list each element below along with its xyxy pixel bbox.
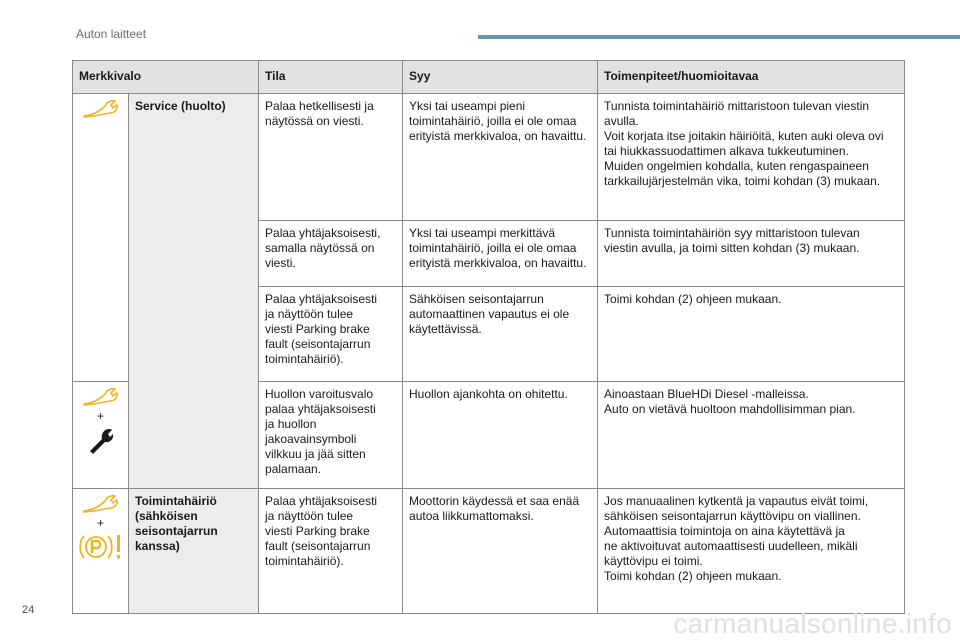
plus-sign: + [96, 409, 104, 423]
service-wrench-outline-icon [81, 387, 121, 407]
wrench-solid-icon [86, 425, 116, 455]
indicator-name-service: Service (huolto) [129, 94, 259, 489]
indicator-name-parking-brake: Toimintahäiriö (sähköisen seisontajarrun kanssa) [129, 489, 259, 614]
cell-syy: Yksi tai useampi merkittävä toimintahäiriö, joilla ei ole omaa erityistä merkkivaloa, on havaittu. [403, 221, 598, 287]
plus-sign: + [96, 516, 104, 530]
cell-syy: Yksi tai useampi pieni toimintahäiriö, joilla ei ole omaa erityistä merkkivaloa, on havaittu. [403, 94, 598, 221]
cell-tila: Palaa yhtäjaksoisesti, samalla näytössä on viesti. [259, 221, 403, 287]
watermark: carmanualsonline.info [673, 608, 952, 639]
indicator-cell-service [73, 94, 129, 382]
cell-toimenpiteet: Tunnista toimintahäiriön syy mittaristoon tulevan viestin avulla, ja toimi sitten kohdan (3) mukaan. [598, 221, 905, 287]
column-header-syy: Syy [403, 61, 598, 94]
column-header-merkkivalo: Merkkivalo [73, 61, 259, 94]
table-row [73, 94, 905, 221]
cell-toimenpiteet: Jos manuaalinen kytkentä ja vapautus eivät toimi, sähköisen seisontajarrun käyttövipu on viallinen. Automaattisia toimintoja on aina käytettävä ja ne aktivoituvat automaattisesti uudelleen, mikäli käyttövipu ei toimi. Toimi kohdan (2) ohjeen mukaan. [598, 489, 905, 614]
warning-lights-table [72, 60, 905, 614]
column-header-tila: Tila [259, 61, 403, 94]
service-wrench-outline-icon [81, 494, 121, 514]
cell-tila: Palaa hetkellisesti ja näytössä on viesti. [259, 94, 403, 221]
indicator-cell-parking-brake [73, 489, 129, 614]
parking-brake-fault-icon [78, 532, 124, 562]
cell-toimenpiteet: Tunnista toimintahäiriö mittaristoon tulevan viestin avulla. Voit korjata itse joitakin häiriöitä, kuten auki oleva ovi tai hiukkassuodattimen alkava tukkeutuminen. Muiden ongelmien kohdalla, kuten rengaspaineen tarkkailujärjestelmän vika, toimi kohdan (3) mukaan. [598, 94, 905, 221]
section-title: Auton laitteet [76, 27, 147, 41]
cell-syy: Huollon ajankohta on ohitettu. [403, 382, 598, 489]
column-header-toimenpiteet: Toimenpiteet/huomioitavaa [598, 61, 905, 94]
cell-toimenpiteet: Toimi kohdan (2) ohjeen mukaan. [598, 287, 905, 382]
table-row [73, 489, 905, 614]
cell-syy: Sähköisen seisontajarrun automaattinen vapautus ei ole käytettävissä. [403, 287, 598, 382]
cell-syy: Moottorin käydessä et saa enää autoa liikkumattomaksi. [403, 489, 598, 614]
indicator-cell-service-wrench [73, 382, 129, 489]
cell-toimenpiteet: Ainoastaan BlueHDi Diesel -malleissa. Auto on vietävä huoltoon mahdollisimman pian. [598, 382, 905, 489]
cell-tila: Palaa yhtäjaksoisesti ja näyttöön tulee viesti Parking brake fault (seisontajarrun toimintahäiriö). [259, 287, 403, 382]
cell-tila: Palaa yhtäjaksoisesti ja näyttöön tulee viesti Parking brake fault (seisontajarrun toimintahäiriö). [259, 489, 403, 614]
table-header-row [73, 61, 905, 94]
service-wrench-outline-icon [81, 99, 121, 119]
cell-tila: Huollon varoitusvalo palaa yhtäjaksoisesti ja huollon jakoavainsymboli vilkkuu ja jää sitten palamaan. [259, 382, 403, 489]
section-header-bar [478, 35, 960, 39]
page-number: 24 [22, 604, 35, 616]
